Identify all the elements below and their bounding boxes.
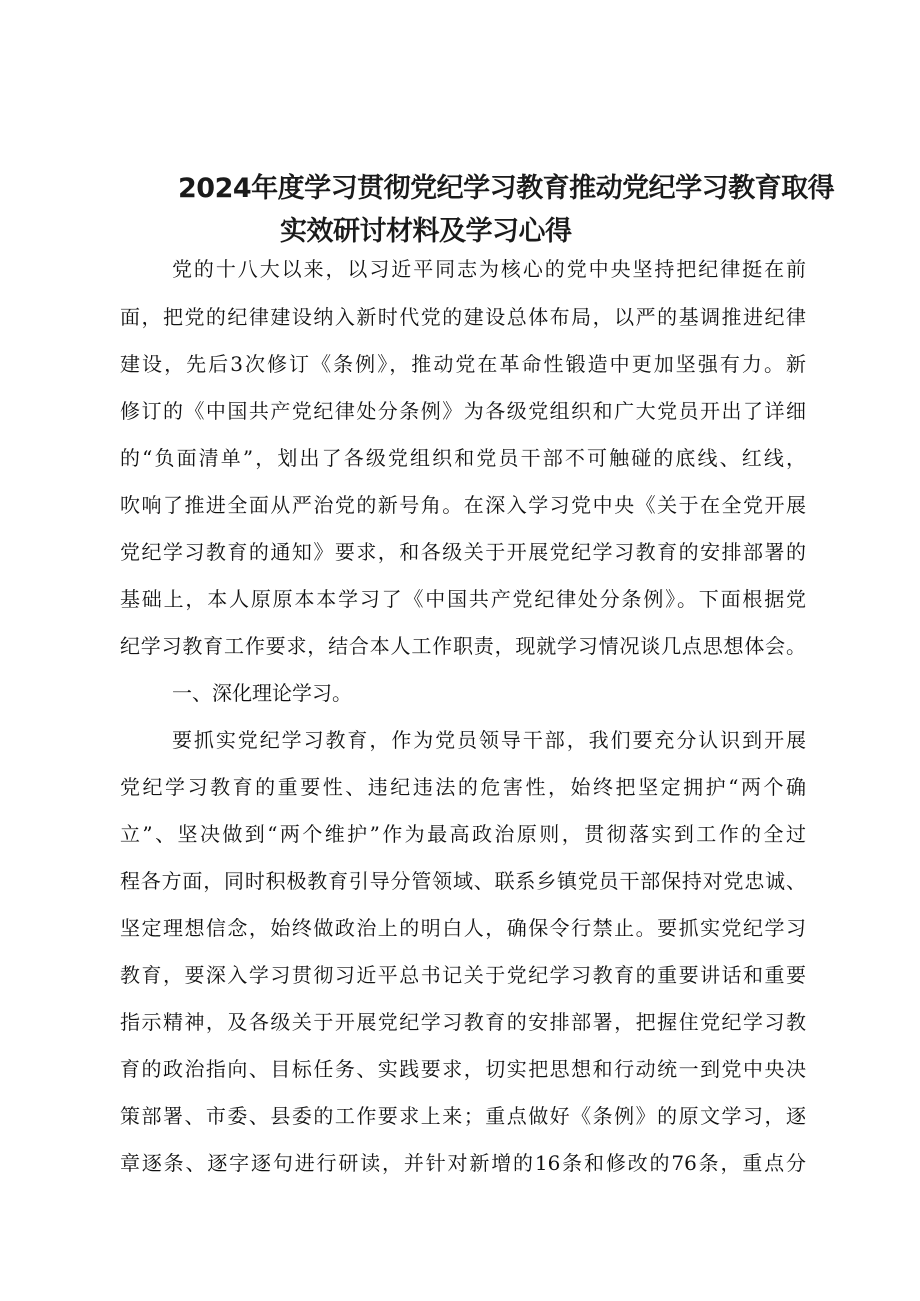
paragraph-2-line: 党纪学习教育的重要性、违纪违法的危害性，始终把坚定拥护“两个确 (120, 775, 806, 799)
paragraph-1-line: 党纪学习教育的通知》要求，和各级关于开展党纪学习教育的安排部署的 (120, 540, 806, 564)
document-title-line-1: 2024年度学习贯彻党纪学习教育推动党纪学习教育取得 (178, 173, 835, 204)
paragraph-1-line: 党的十八大以来，以习近平同志为核心的党中央坚持把纪律挺在前 (172, 257, 806, 281)
paragraph-2-line: 程各方面，同时积极教育引导分管领域、联系乡镇党员干部保持对党忠诚、 (120, 869, 806, 893)
paragraph-1-line: 吹响了推进全面从严治党的新号角。在深入学习党中央《关于在全党开展 (120, 493, 806, 517)
paragraph-2-line: 教育，要深入学习贯彻习近平总书记关于党纪学习教育的重要讲话和重要 (120, 963, 806, 987)
paragraph-1-line: 修订的《中国共产党纪律处分条例》为各级党组织和广大党员开出了详细 (120, 399, 806, 423)
paragraph-2-line: 要抓实党纪学习教育，作为党员领导干部，我们要充分认识到开展 (172, 728, 806, 752)
paragraph-2-line: 章逐条、逐字逐句进行研读，并针对新增的16条和修改的76条，重点分 (120, 1151, 806, 1175)
section-heading: 一、深化理论学习。 (172, 681, 352, 705)
paragraph-2-line: 策部署、市委、县委的工作要求上来；重点做好《条例》的原文学习，逐 (120, 1104, 806, 1128)
paragraph-2-line: 坚定理想信念，始终做政治上的明白人，确保令行禁止。要抓实党纪学习 (120, 916, 806, 940)
paragraph-2-line: 育的政治指向、目标任务、实践要求，切实把思想和行动统一到党中央决 (120, 1057, 806, 1081)
paragraph-1-line: 纪学习教育工作要求，结合本人工作职责，现就学习情况谈几点思想体会。 (120, 634, 806, 658)
paragraph-1-line: 面，把党的纪律建设纳入新时代党的建设总体布局，以严的基调推进纪律 (120, 305, 806, 329)
paragraph-1-line: 的“负面清单”，划出了各级党组织和党员干部不可触碰的底线、红线， (120, 446, 806, 470)
paragraph-2-line: 指示精神，及各级关于开展党纪学习教育的安排部署，把握住党纪学习教 (120, 1010, 806, 1034)
paragraph-1-line: 基础上，本人原原本本学习了《中国共产党纪律处分条例》。下面根据党 (120, 587, 806, 611)
paragraph-1-line: 建设，先后3次修订《条例》，推动党在革命性锻造中更加坚强有力。新 (120, 352, 806, 376)
paragraph-2-line: 立”、坚决做到“两个维护”作为最高政治原则，贯彻落实到工作的全过 (120, 822, 806, 846)
document-title-line-2: 实效研讨材料及学习心得 (280, 216, 572, 247)
